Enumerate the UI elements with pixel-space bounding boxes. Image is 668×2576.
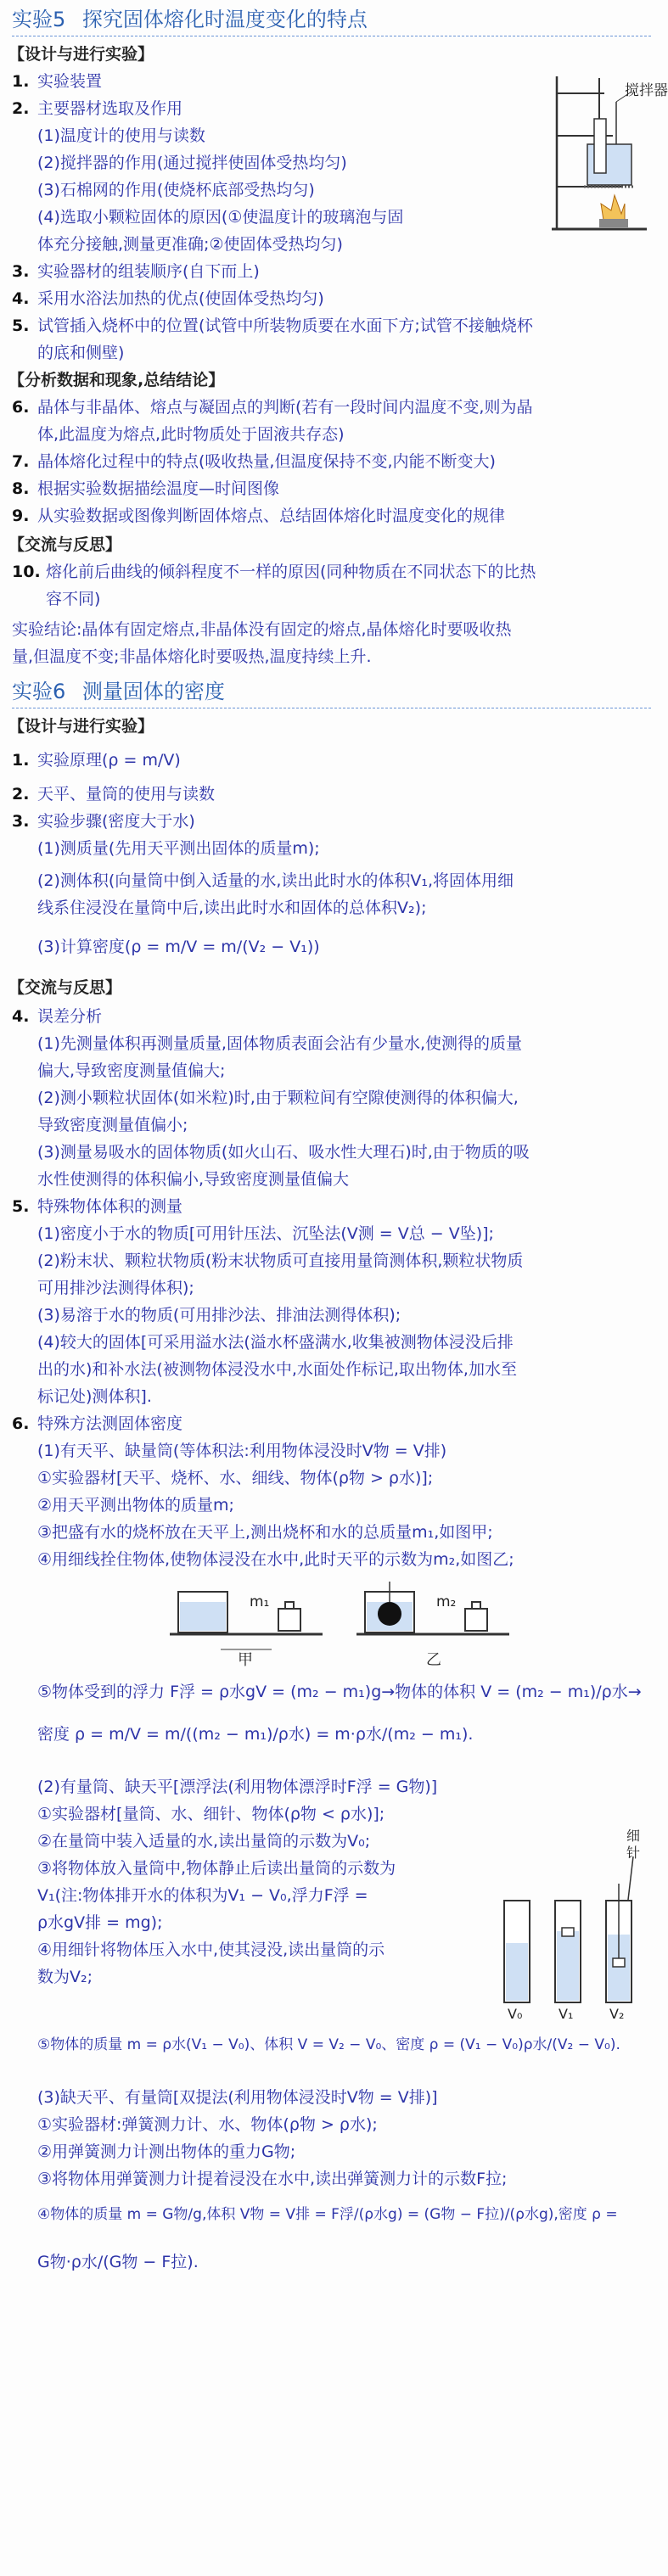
exp6-after-4: ②在量筒中装入适量的水,读出量筒的示数为V₀; [37,1832,371,1851]
exp6-r2: 偏大,导致密度测量值偏大; [37,1061,226,1080]
exp5-title-text: 探究固体熔化时温度变化的特点 [81,8,368,31]
exp6-r16: (1)有天平、缺量筒(等体积法:利用物体浸没时V物 = V排) [37,1442,447,1460]
exp6-item-3-2a: (2)测体积(向量筒中倒入适量的水,读出此时水的体积V₁,将固体用细 [37,871,514,890]
exp5-item-4: 4. 采用水浴法加热的优点(使固体受热均匀) [12,289,324,308]
exp6-item-6: 6. 特殊方法测固体密度 [12,1414,183,1433]
balance-figure-yi [356,1576,509,1670]
exp5-item-3: 3. 实验器材的组装顺序(自下而上) [12,262,260,281]
exp5-item-5b: 的底和侧壁) [37,344,125,362]
exp6-r9: (2)粉末状、颗粒状物质(粉末状物质可直接用量筒测体积,颗粒状物质 [37,1252,524,1270]
exp6-r3: (2)测小颗粒状固体(如米粒)时,由于颗粒间有空隙使测得的体积偏大, [37,1089,519,1107]
exp5-conclusion-1: 实验结论:晶体有固定熔点,非晶体没有固定的熔点,晶体熔化时要吸收热 [12,620,512,639]
exp5-item-7: 7. 晶体熔化过程中的特点(吸收热量,但温度保持不变,内能不断变大) [12,452,496,471]
exp6-after-8: ④用细针将物体压入水中,使其浸没,读出量筒的示 [37,1940,385,1959]
exp6-item-3-2b: 线系住浸没在量筒中后,读出此时水和固体的总体积V₂); [37,899,427,917]
exp6-item-3-3: (3)计算密度(ρ = m/V = m/(V₂ − V₁)) [37,938,320,956]
exp6-after-1: 密度 ρ = m/V = m/((m₂ − m₁)/ρ水) = m·ρ水/(m₂ − m₁). [37,1725,474,1744]
exp6-design-header: 【设计与进行实验】 [8,717,154,736]
balance-figure-jia [170,1576,323,1670]
exp6-after-10: ⑤物体的质量 m = ρ水(V₁ − V₀)、体积 V = V₂ − V₀、密度 ρ = (V₁ − V₀)ρ水/(V₂ − V₀). [37,2036,620,2053]
exp5-title [12,5,368,34]
exp6-reflect-header: 【交流与反思】 [8,978,122,997]
exp5-item-10a: 10. 熔化前后曲线的倾斜程度不一样的原因(同种物质在不同状态下的比热 [12,563,536,581]
exp5-item-2-2: (2)搅拌器的作用(通过搅拌使固体受热均匀) [37,154,347,172]
exp5-item-10b: 容不同) [46,590,101,608]
exp5-item-2-1: (1)温度计的使用与读数 [37,126,205,145]
exp6-item-5: 5. 特殊物体体积的测量 [12,1197,183,1216]
exp6-title-num: 实验6 [12,680,66,703]
exp5-item-2-4a: (4)选取小颗粒固体的原因(①使温度计的玻璃泡与固 [37,208,404,227]
exp6-item-2: 2. 天平、量筒的使用与读数 [12,785,216,804]
exp6-after-9: 数为V₂; [37,1968,93,1986]
exp6-r10: 可用排沙法测得体积); [37,1279,194,1297]
exp6-r18: ②用天平测出物体的质量m; [37,1496,234,1515]
exp5-item-9: 9. 从实验数据或图像判断固体熔点、总结固体熔化时温度变化的规律 [12,507,506,525]
exp5-design-header: 【设计与进行实验】 [8,45,154,64]
melting-apparatus-figure [536,68,668,238]
exp5-item-2-4b: 体充分接触,测量更准确;②使固体受热均匀) [37,235,343,254]
exp6-after-11: (3)缺天平、有量筒[双提法(利用物体浸没时V物 = V排)] [37,2088,438,2107]
cyl-label-v0: V₀ [508,2006,523,2022]
exp6-after-12: ①实验器材:弹簧测力计、水、物体(ρ物 > ρ水); [37,2115,378,2134]
exp6-r19: ③把盛有水的烧杯放在天平上,测出烧杯和水的总质量m₁,如图甲; [37,1523,493,1542]
exp5-reflect-header: 【交流与反思】 [8,535,122,554]
exp5-item-5a: 5. 试管插入烧杯中的位置(试管中所装物质要在水面下方;试管不接触烧杯 [12,316,533,335]
exp5-item-6a: 6. 晶体与非晶体、熔点与凝固点的判断(若有一段时间内温度不变,则为晶 [12,398,533,417]
m1-label: m₁ [250,1593,270,1610]
exp6-r8: (1)密度小于水的物质[可用针压法、沉坠法(V测 = V总 − V坠)]; [37,1224,494,1243]
exp6-r5: (3)测量易吸水的固体物质(如火山石、吸水性大理石)时,由于物质的吸 [37,1143,530,1162]
exp6-r20: ④用细线拴住物体,使物体浸没在水中,此时天平的示数为m₂,如图乙; [37,1550,514,1569]
exp6-after-0: ⑤物体受到的浮力 F浮 = ρ水gV = (m₂ − m₁)g→物体的体积 V = (m₂ − m₁)/ρ水→ [37,1683,642,1701]
exp6-after-16: G物·ρ水/(G物 − F拉). [37,2253,199,2271]
exp5-conclusion-2: 量,但温度不变;非晶体熔化时要吸热,温度持续上升. [12,647,372,666]
exp5-item-8: 8. 根据实验数据描绘温度—时间图像 [12,479,280,498]
exp6-title-text: 测量固体的密度 [81,680,225,703]
exp5-item-2-3: (3)石棉网的作用(使烧杯底部受热均匀) [37,181,315,199]
exp6-after-13: ②用弹簧测力计测出物体的重力G物; [37,2142,296,2161]
exp6-after-7: ρ水gV排 = mg); [37,1913,163,1932]
exp5-item-1: 1. 实验装置 [12,72,103,91]
exp6-r17: ①实验器材[天平、烧杯、水、细线、物体(ρ物 > ρ水)]; [37,1469,434,1487]
exp6-r14: 标记处)测体积]. [37,1387,152,1406]
exp6-r11: (3)易溶于水的物质(可用排沙法、排油法测得体积); [37,1306,401,1324]
exp6-r6: 水性使测得的体积偏小,导致密度测量值偏大 [37,1170,350,1189]
cylinder-figure [497,1828,650,2028]
exp6-after-14: ③将物体用弹簧测力计提着浸没在水中,读出弹簧测力计的示数F拉; [37,2170,508,2188]
exp6-title [12,677,225,706]
exp6-r4: 导致密度测量值偏小; [37,1116,188,1134]
needle-label: 细针 [626,1828,641,1861]
exp5-item-6b: 体,此温度为熔点,此时物质处于固液共存态) [37,425,345,444]
exp6-after-5: ③将物体放入量筒中,物体静止后读出量筒的示数为 [37,1859,396,1878]
exp6-r1: (1)先测量体积再测量质量,固体物质表面会沾有少量水,使测得的质量 [37,1034,522,1053]
cyl-label-v2: V₂ [609,2006,625,2022]
exp6-item-3: 3. 实验步骤(密度大于水) [12,812,195,831]
exp6-after-2: (2)有量筒、缺天平[漂浮法(利用物体漂浮时F浮 = G物)] [37,1778,438,1796]
exp6-item-3-1: (1)测质量(先用天平测出固体的质量m); [37,839,320,858]
exp6-after-6: V₁(注:物体排开水的体积为V₁ − V₀,浮力F浮 = [37,1886,368,1905]
exp5-title-num: 实验5 [12,8,66,31]
cyl-label-v1: V₁ [559,2006,574,2022]
yi-label: 乙 [426,1651,441,1669]
exp5-analysis-header: 【分析数据和现象,总结结论】 [8,371,225,389]
stirrer-label: 搅拌器 [625,82,668,99]
exp6-item-4: 4. 误差分析 [12,1007,103,1026]
exp6-r12: (4)较大的固体[可采用溢水法(溢水杯盛满水,收集被测物体浸没后排 [37,1333,514,1352]
exp6-item-1: 1. 实验原理(ρ = m/V) [12,751,181,770]
jia-label: 甲 [238,1651,253,1669]
exp6-after-15: ④物体的质量 m = G物/g,体积 V物 = V排 = F浮/(ρ水g) = (G物 − F拉)/(ρ水g),密度 ρ = [37,2206,618,2223]
exp5-item-2: 2. 主要器材选取及作用 [12,99,183,118]
exp6-after-3: ①实验器材[量筒、水、细针、物体(ρ物 < ρ水)]; [37,1805,385,1823]
m2-label: m₂ [436,1593,457,1610]
exp6-r13: 出的水)和补水法(被测物体浸没水中,水面处作标记,取出物体,加水至 [37,1360,517,1379]
